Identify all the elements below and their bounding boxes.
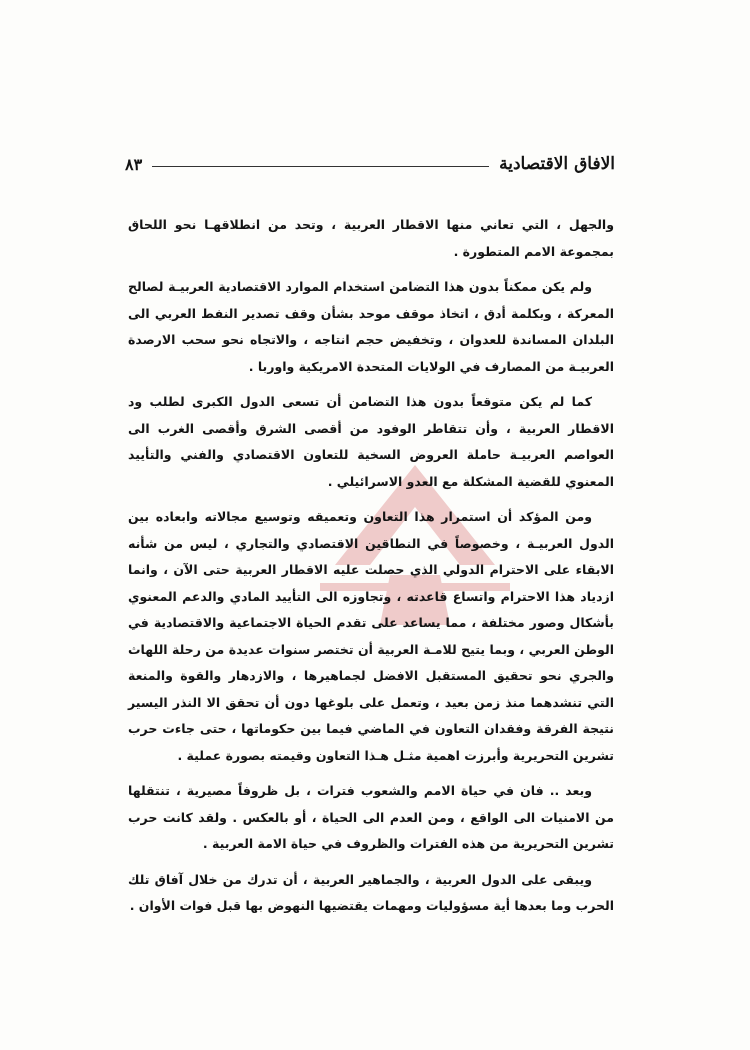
paragraph: كما لم يكن متوقعاً بدون هذا التضامن أن تسعى الدول الكبرى لطلب ود الاقطار العربية ، وأن تتقاطر الوفود من أقصى الشرق وأقصى الغرب الى العواصم العربيـة حاملة العروض السخية للتعاون الاقتصادي والفني والتأييد المعنوي للقضية المشكلة مع العدو الاسرائيلي . [128, 394, 614, 489]
paragraph: ويبقى على الدول العربية ، والجماهير العربية ، أن تدرك من خلال آفاق تلك الحرب وما بعدها أية مسؤوليات ومهمات يقتضيها النهوض بها قبل فوات الأوان . [128, 871, 614, 913]
paragraph: والجهل ، التي تعاني منها الاقطار العربية ، وتحد من انطلاقهـا نحو اللحاق بمجموعة الامم المتطورة . [128, 217, 614, 259]
running-title: الافاق الاقتصادية [499, 154, 615, 174]
body-text [128, 212, 614, 929]
page-header [125, 150, 615, 178]
paragraph: ومن المؤكد أن استمرار هذا التعاون وتعميقه وتوسيع مجالاته وابعاده بين الدول العربيـة ، وخصوصاً في النطاقين الاقتصادي والتجاري ، ليس من شأنه الابقاء على الاحترام الدولي الذي حصلت عليه الاقطار العربية حتى الآن ، وانما ازدياد هذا الاحترام واتساع قاعدته ، وتجاوزه الى التأييد المادي والدعم المعنوي بأشكال وصور مختلفة ، مما يساعد على تقدم الحياة الاجتماعية والاقتصادية في الوطن العربي ، وبما يتيح للامـة العربية أن تختصر سنوات عديدة من رحلة اللهاث والجري نحو تحقيق المستقبل الافضل لجماهيرها ، والازدهار والقوة والمنعة التي تنشدهما منذ زمن بعيد ، وتعمل على بلوغها دون أن تحقق الا النذر اليسير نتيجة الفرقة وفقدان التعاون في الماضي فيما بين حكوماتها ، حتى جاءت حرب تشرين التحريرية وأبرزت اهمية مثـل هـذا التعاون وقيمته بصورة عملية . [128, 509, 614, 763]
header-rule [152, 166, 489, 167]
paragraph: وبعد .. فان في حياة الامم والشعوب فترات ، بل ظروفاً مصيرية ، تنتقلها من الامنيات الى الواقع ، ومن العدم الى الحياة ، أو بالعكس . ولقد كانت حرب تشرين التحريرية من هذه الفترات والظروف في حياة الامة العربية . [128, 783, 614, 851]
page-number: ٨٣ [125, 154, 143, 174]
paragraph: ولم يكن ممكناً بدون هذا التضامن استخدام الموارد الاقتصادية العربيـة لصالح المعركة ، وبكلمة أدق ، اتخاذ موقف موحد بشأن وقف تصدير النفط العربي الى البلدان المساندة للعدوان ، وتخفيض حجم انتاجه ، والاتجاه نحو سحب الارصدة العربيـة من المصارف في الولايات المتحدة الامريكية واوربا . [128, 279, 614, 374]
